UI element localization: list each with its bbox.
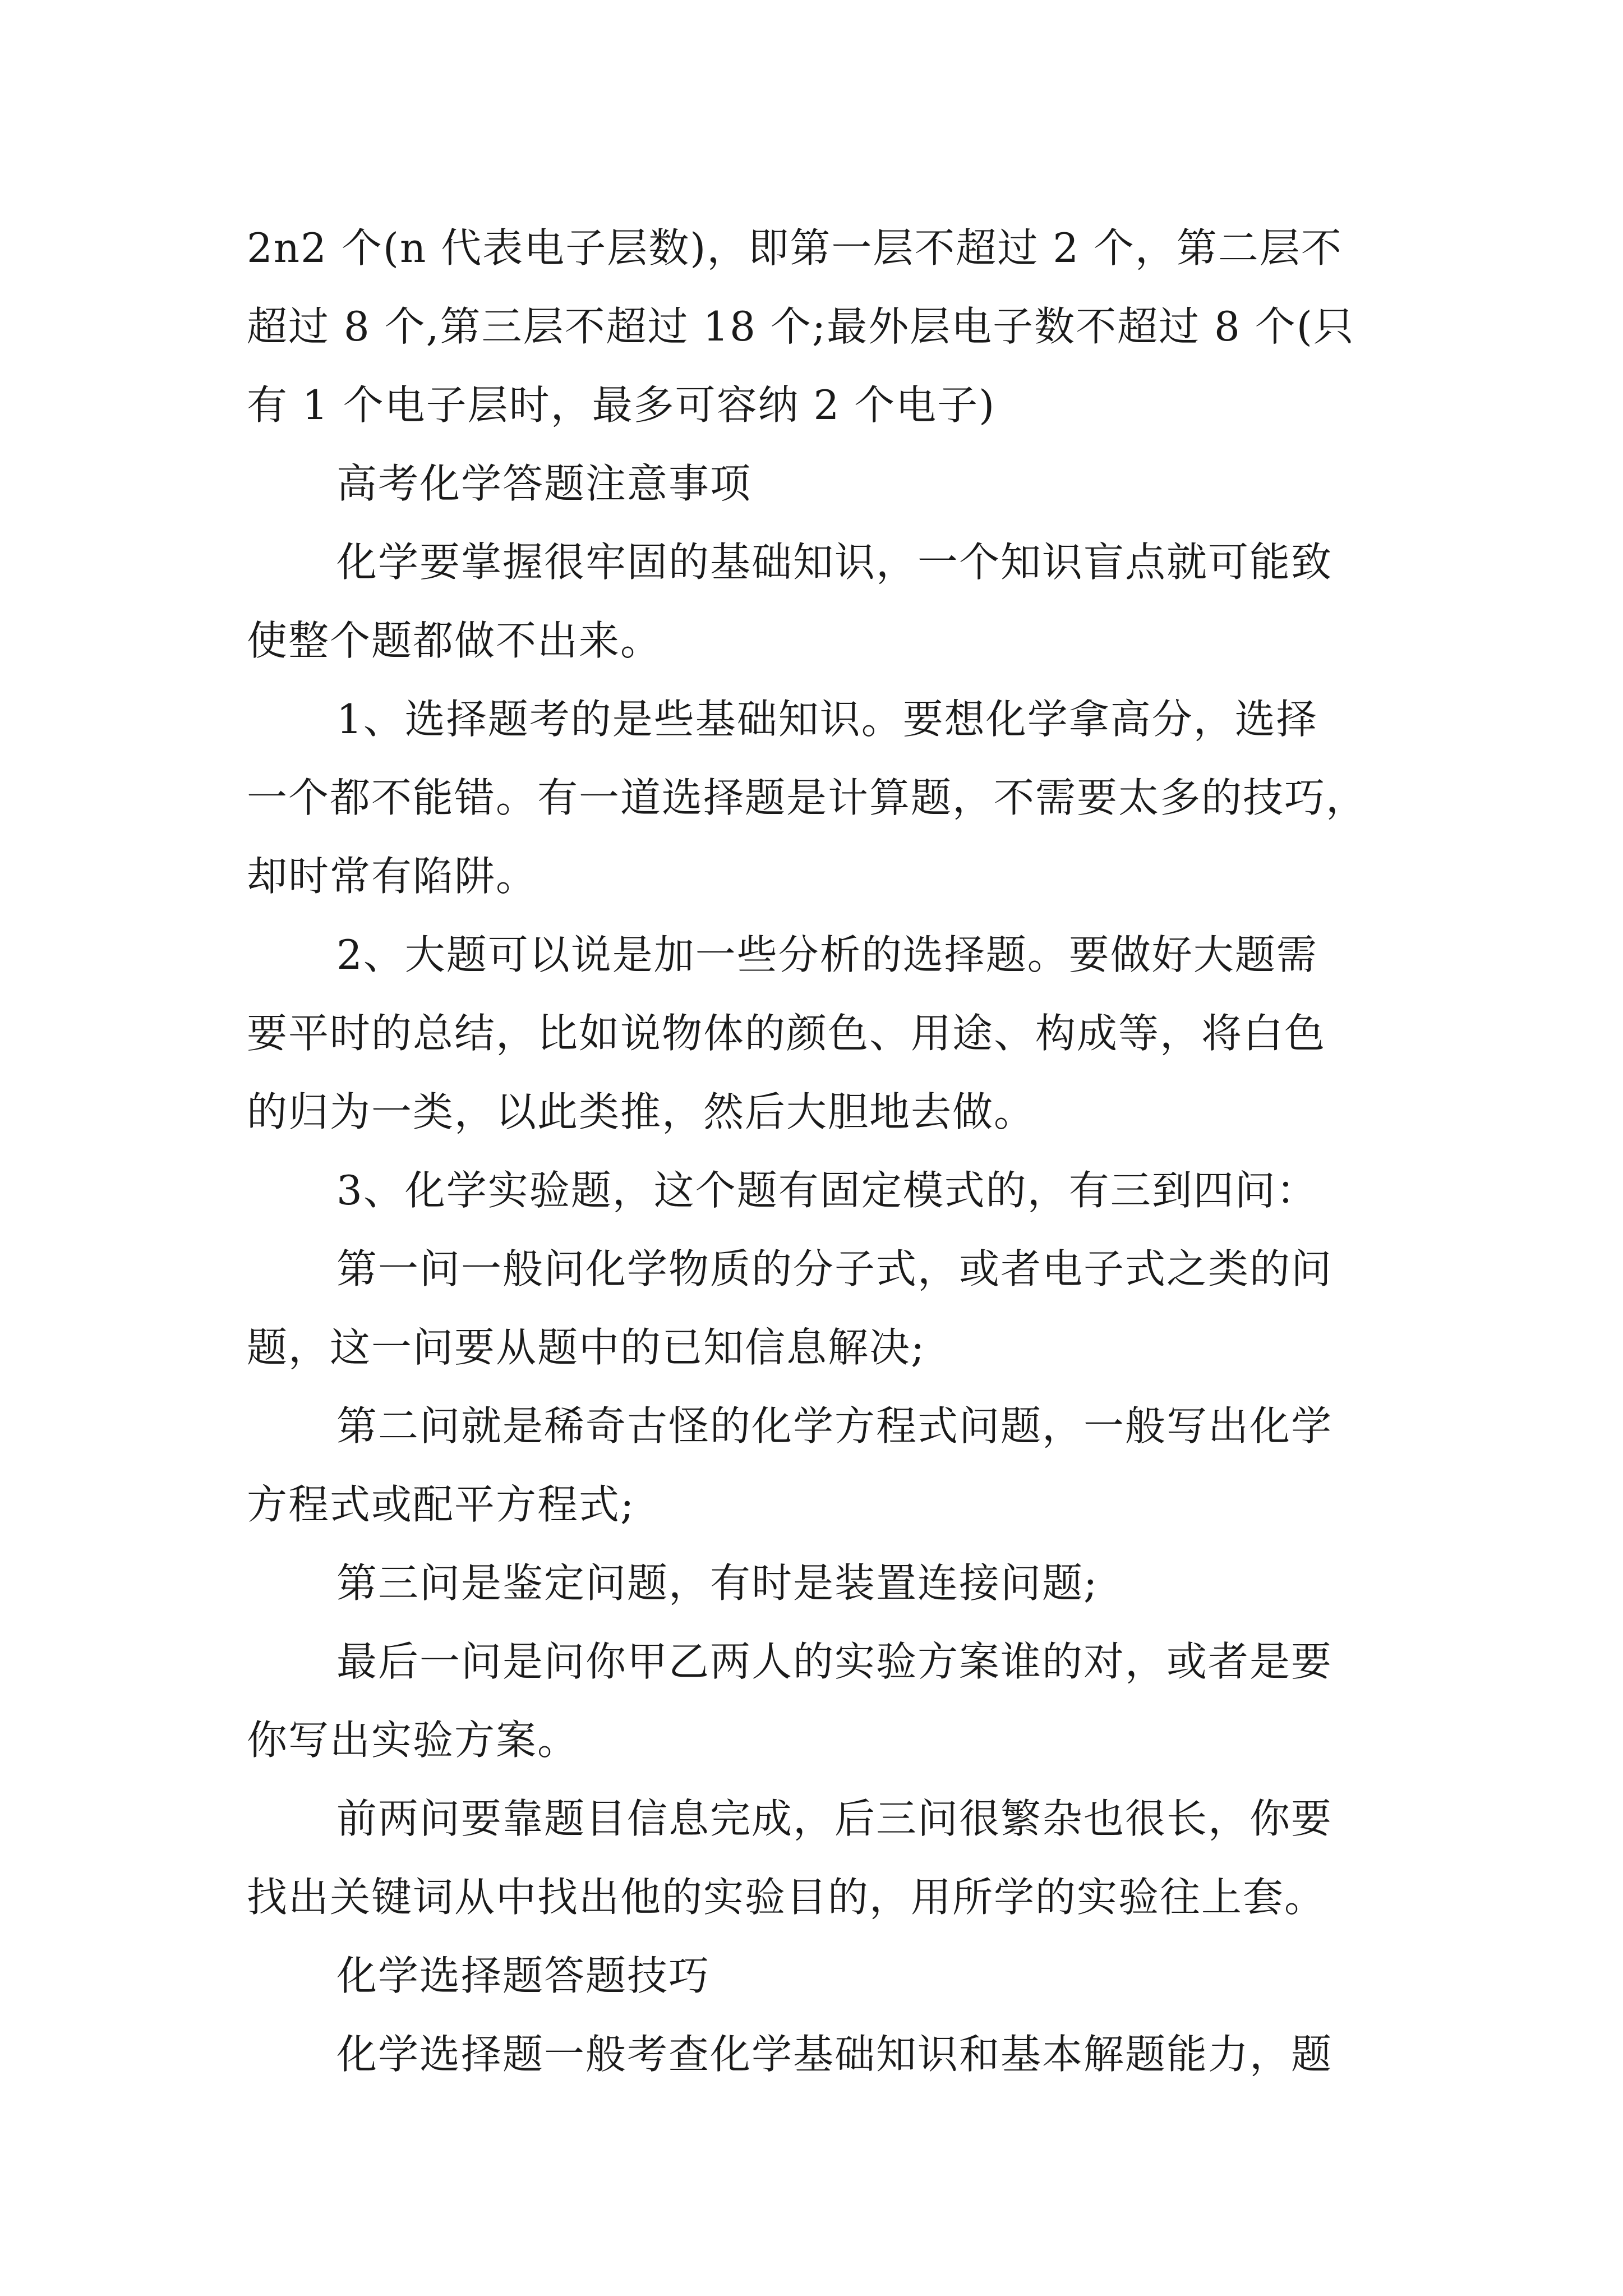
- paragraph-major-questions: [247, 915, 1380, 1151]
- text-line: 使整个题都做不出来。: [247, 617, 662, 664]
- text-line: 化学要掌握很牢固的基础知识，一个知识盲点就可能致: [336, 539, 1333, 586]
- text-line: 第一问一般问化学物质的分子式，或者电子式之类的问: [336, 1245, 1333, 1292]
- text-line: 第二问就是稀奇古怪的化学方程式问题，一般写出化学: [336, 1402, 1333, 1450]
- text-line: 超过 8 个,第三层不超过 18 个;最外层电子数不超过 8 个(只: [247, 303, 1355, 350]
- text-line: 第三问是鉴定问题，有时是装置连接问题;: [336, 1559, 1099, 1607]
- paragraph-question-strategy: [247, 1779, 1380, 1936]
- text-line: 却时常有陷阱。: [247, 853, 538, 900]
- text-line: 的归为一类，以此类推，然后大胆地去做。: [247, 1088, 1036, 1135]
- heading-text: 高考化学答题注意事项: [336, 460, 752, 507]
- text-line: 题，这一问要从题中的已知信息解决;: [247, 1324, 926, 1371]
- paragraph-last-question: [247, 1622, 1380, 1779]
- text-line: 最后一问是问你甲乙两人的实验方案谁的对，或者是要: [336, 1638, 1333, 1685]
- text-line: 找出关键词从中找出他的实验目的，用所学的实验往上套。: [247, 1874, 1326, 1921]
- heading-text: 化学选择题答题技巧: [336, 1952, 711, 1999]
- paragraph-basic-knowledge: [247, 523, 1380, 680]
- text-line: 前两问要靠题目信息完成，后三问很繁杂也很长，你要: [336, 1795, 1333, 1842]
- section-heading-choice-tips: [247, 1936, 1380, 2015]
- text-line: 方程式或配平方程式;: [247, 1481, 635, 1528]
- text-line: 3、化学实验题，这个题有固定模式的，有三到四问：: [336, 1167, 1318, 1214]
- text-line: 你写出实验方案。: [247, 1717, 579, 1764]
- text-line: 2、大题可以说是加一些分析的选择题。要做好大题需: [336, 931, 1318, 978]
- paragraph-choice-tips-intro: [247, 2015, 1380, 2093]
- text-line: 1、选择题考的是些基础知识。要想化学拿高分，选择: [336, 696, 1318, 743]
- document-body: [247, 209, 1380, 2093]
- text-line: 要平时的总结，比如说物体的颜色、用途、构成等，将白色: [247, 1010, 1326, 1057]
- text-line: 2n2 个(n 代表电子层数)，即第一层不超过 2 个，第二层不: [247, 224, 1343, 272]
- paragraph-experiment-questions: [247, 1151, 1380, 1230]
- paragraph-multiple-choice: [247, 680, 1380, 915]
- paragraph-electron-shell-rule: [247, 209, 1380, 444]
- paragraph-third-question: [247, 1544, 1380, 1622]
- text-line: 有 1 个电子层时，最多可容纳 2 个电子): [247, 381, 996, 429]
- paragraph-second-question: [247, 1387, 1380, 1544]
- section-heading-exam-notes: [247, 444, 1380, 523]
- paragraph-first-question: [247, 1230, 1380, 1387]
- text-line: 一个都不能错。有一道选择题是计算题，不需要太多的技巧，: [247, 774, 1368, 821]
- text-line: 化学选择题一般考查化学基础知识和基本解题能力，题: [336, 2031, 1333, 2078]
